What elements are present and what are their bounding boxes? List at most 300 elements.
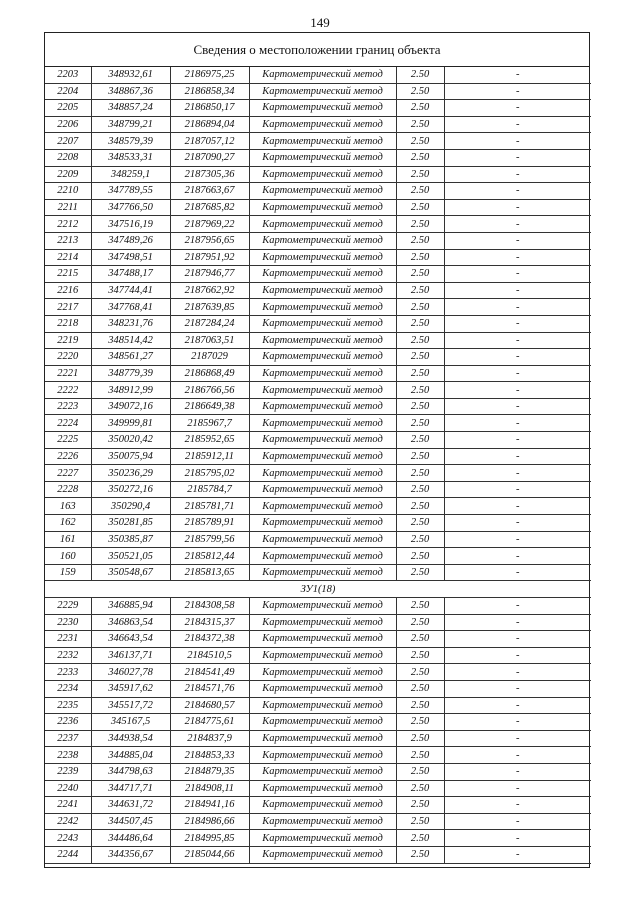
cell-point-number: 2239 (45, 763, 91, 780)
table-row (45, 680, 591, 697)
cell-point-number: 2238 (45, 747, 91, 764)
cell-accuracy: 2.50 (396, 67, 444, 83)
cell-description: - (444, 116, 591, 133)
cell-accuracy: 2.50 (396, 216, 444, 233)
document-frame (44, 32, 590, 868)
cell-description: - (444, 67, 591, 83)
cell-coord-x: 344507,45 (91, 813, 170, 830)
table-row (45, 166, 591, 183)
cell-description: - (444, 846, 591, 863)
cell-point-number: 2208 (45, 149, 91, 166)
cell-coord-y: 2184775,61 (170, 714, 249, 731)
cell-method: Картометрический метод (249, 531, 396, 548)
cell-method: Картометрический метод (249, 747, 396, 764)
cell-method: Картометрический метод (249, 133, 396, 150)
cell-method: Картометрический метод (249, 614, 396, 631)
cell-accuracy: 2.50 (396, 365, 444, 382)
cell-description: - (444, 183, 591, 200)
cell-method: Картометрический метод (249, 432, 396, 449)
cell-method: Картометрический метод (249, 763, 396, 780)
cell-point-number: 2243 (45, 830, 91, 847)
cell-method: Картометрический метод (249, 282, 396, 299)
cell-accuracy: 2.50 (396, 382, 444, 399)
cell-coord-x: 350020,42 (91, 432, 170, 449)
table-row (45, 714, 591, 731)
cell-coord-y: 2184372,38 (170, 631, 249, 648)
cell-coord-x: 348514,42 (91, 332, 170, 349)
cell-accuracy: 2.50 (396, 415, 444, 432)
cell-accuracy: 2.50 (396, 763, 444, 780)
cell-point-number: 2213 (45, 232, 91, 249)
cell-description: - (444, 548, 591, 565)
cell-point-number: 162 (45, 515, 91, 532)
cell-coord-y: 2184541,49 (170, 664, 249, 681)
cell-accuracy: 2.50 (396, 813, 444, 830)
cell-point-number: 2210 (45, 183, 91, 200)
cell-coord-x: 345917,62 (91, 680, 170, 697)
cell-coord-y: 2184995,85 (170, 830, 249, 847)
cell-point-number: 2226 (45, 448, 91, 465)
cell-method: Картометрический метод (249, 481, 396, 498)
cell-coord-y: 2184837,9 (170, 730, 249, 747)
cell-coord-y: 2187090,27 (170, 149, 249, 166)
cell-description: - (444, 382, 591, 399)
cell-description: - (444, 647, 591, 664)
cell-method: Картометрический метод (249, 382, 396, 399)
cell-method: Картометрический метод (249, 730, 396, 747)
table-row (45, 232, 591, 249)
cell-description: - (444, 166, 591, 183)
cell-description: - (444, 315, 591, 332)
cell-coord-y: 2184308,58 (170, 598, 249, 615)
cell-method: Картометрический метод (249, 299, 396, 316)
table-row (45, 747, 591, 764)
cell-accuracy: 2.50 (396, 830, 444, 847)
cell-method: Картометрический метод (249, 498, 396, 515)
cell-accuracy: 2.50 (396, 83, 444, 100)
table-row (45, 763, 591, 780)
cell-coord-y: 2184510,5 (170, 647, 249, 664)
table-row (45, 315, 591, 332)
cell-coord-y: 2184315,37 (170, 614, 249, 631)
cell-accuracy: 2.50 (396, 714, 444, 731)
table-row (45, 349, 591, 366)
table-row (45, 100, 591, 117)
cell-point-number: 163 (45, 498, 91, 515)
cell-coord-y: 2185781,71 (170, 498, 249, 515)
cell-accuracy: 2.50 (396, 747, 444, 764)
table-row (45, 183, 591, 200)
cell-description: - (444, 531, 591, 548)
cell-coord-y: 2186975,25 (170, 67, 249, 83)
cell-method: Картометрический метод (249, 697, 396, 714)
table-row (45, 598, 591, 615)
cell-description: - (444, 614, 591, 631)
cell-point-number: 2232 (45, 647, 91, 664)
table-row (45, 697, 591, 714)
table-row (45, 398, 591, 415)
cell-coord-x: 350385,87 (91, 531, 170, 548)
table-title: Сведения о местоположении границ объекта (45, 33, 589, 67)
cell-coord-x: 346027,78 (91, 664, 170, 681)
cell-accuracy: 2.50 (396, 481, 444, 498)
cell-accuracy: 2.50 (396, 531, 444, 548)
table-row (45, 448, 591, 465)
cell-description: - (444, 697, 591, 714)
cell-point-number: 159 (45, 564, 91, 581)
cell-coord-x: 350075,94 (91, 448, 170, 465)
cell-accuracy: 2.50 (396, 465, 444, 482)
cell-point-number: 2209 (45, 166, 91, 183)
cell-coord-y: 2186894,04 (170, 116, 249, 133)
cell-point-number: 2220 (45, 349, 91, 366)
cell-coord-x: 347789,55 (91, 183, 170, 200)
cell-method: Картометрический метод (249, 116, 396, 133)
cell-method: Картометрический метод (249, 398, 396, 415)
cell-coord-y: 2187063,51 (170, 332, 249, 349)
cell-point-number: 2203 (45, 67, 91, 83)
cell-description: - (444, 448, 591, 465)
cell-description: - (444, 813, 591, 830)
cell-coord-x: 344486,64 (91, 830, 170, 847)
cell-description: - (444, 249, 591, 266)
page-number: 149 (310, 15, 330, 30)
cell-point-number: 2217 (45, 299, 91, 316)
cell-accuracy: 2.50 (396, 780, 444, 797)
cell-point-number: 2214 (45, 249, 91, 266)
cell-point-number: 2205 (45, 100, 91, 117)
cell-coord-y: 2184879,35 (170, 763, 249, 780)
cell-method: Картометрический метод (249, 680, 396, 697)
table-row (45, 481, 591, 498)
cell-method: Картометрический метод (249, 631, 396, 648)
cell-point-number: 2242 (45, 813, 91, 830)
cell-coord-y: 2184853,33 (170, 747, 249, 764)
section-row (45, 581, 591, 598)
cell-description: - (444, 763, 591, 780)
cell-accuracy: 2.50 (396, 133, 444, 150)
boundary-coordinates-table (45, 67, 591, 864)
cell-method: Картометрический метод (249, 415, 396, 432)
cell-method: Картометрический метод (249, 216, 396, 233)
cell-coord-x: 346137,71 (91, 647, 170, 664)
cell-method: Картометрический метод (249, 232, 396, 249)
table-row (45, 515, 591, 532)
table-row (45, 498, 591, 515)
cell-point-number: 2244 (45, 846, 91, 863)
cell-method: Картометрический метод (249, 714, 396, 731)
cell-coord-y: 2187946,77 (170, 266, 249, 283)
cell-accuracy: 2.50 (396, 647, 444, 664)
table-row (45, 465, 591, 482)
table-row (45, 365, 591, 382)
cell-coord-x: 348231,76 (91, 315, 170, 332)
cell-method: Картометрический метод (249, 448, 396, 465)
cell-coord-y: 2185795,02 (170, 465, 249, 482)
cell-coord-y: 2187685,82 (170, 199, 249, 216)
cell-method: Картометрический метод (249, 797, 396, 814)
cell-description: - (444, 266, 591, 283)
cell-coord-x: 348579,39 (91, 133, 170, 150)
cell-point-number: 2215 (45, 266, 91, 283)
table-row (45, 631, 591, 648)
cell-description: - (444, 680, 591, 697)
cell-point-number: 2231 (45, 631, 91, 648)
cell-coord-x: 350236,29 (91, 465, 170, 482)
cell-coord-x: 346863,54 (91, 614, 170, 631)
table-row (45, 116, 591, 133)
cell-description: - (444, 199, 591, 216)
cell-method: Картометрический метод (249, 266, 396, 283)
cell-point-number: 2222 (45, 382, 91, 399)
cell-coord-x: 344885,04 (91, 747, 170, 764)
cell-coord-x: 349999,81 (91, 415, 170, 432)
cell-accuracy: 2.50 (396, 515, 444, 532)
cell-description: - (444, 282, 591, 299)
cell-coord-x: 348932,61 (91, 67, 170, 83)
table-row (45, 830, 591, 847)
cell-description: - (444, 216, 591, 233)
cell-coord-x: 348799,21 (91, 116, 170, 133)
cell-point-number: 2234 (45, 680, 91, 697)
cell-point-number: 2240 (45, 780, 91, 797)
cell-description: - (444, 780, 591, 797)
table-row (45, 797, 591, 814)
cell-accuracy: 2.50 (396, 116, 444, 133)
cell-coord-y: 2184680,57 (170, 697, 249, 714)
table-row (45, 415, 591, 432)
cell-accuracy: 2.50 (396, 432, 444, 449)
cell-coord-x: 345167,5 (91, 714, 170, 731)
table-row (45, 647, 591, 664)
cell-accuracy: 2.50 (396, 282, 444, 299)
cell-coord-y: 2186649,38 (170, 398, 249, 415)
cell-coord-y: 2185789,91 (170, 515, 249, 532)
cell-accuracy: 2.50 (396, 846, 444, 863)
cell-description: - (444, 100, 591, 117)
cell-point-number: 2227 (45, 465, 91, 482)
cell-coord-y: 2186766,56 (170, 382, 249, 399)
cell-method: Картометрический метод (249, 67, 396, 83)
cell-coord-y: 2185952,65 (170, 432, 249, 449)
table-row (45, 432, 591, 449)
cell-method: Картометрический метод (249, 830, 396, 847)
cell-description: - (444, 432, 591, 449)
cell-description: - (444, 797, 591, 814)
cell-description: - (444, 598, 591, 615)
table-row (45, 282, 591, 299)
cell-point-number: 2229 (45, 598, 91, 615)
table-row (45, 780, 591, 797)
cell-description: - (444, 730, 591, 747)
cell-method: Картометрический метод (249, 515, 396, 532)
cell-accuracy: 2.50 (396, 249, 444, 266)
cell-coord-y: 2187956,65 (170, 232, 249, 249)
table-row (45, 564, 591, 581)
cell-point-number: 2216 (45, 282, 91, 299)
cell-method: Картометрический метод (249, 100, 396, 117)
cell-method: Картометрический метод (249, 647, 396, 664)
table-row (45, 614, 591, 631)
cell-coord-y: 2185912,11 (170, 448, 249, 465)
cell-accuracy: 2.50 (396, 797, 444, 814)
cell-point-number: 2228 (45, 481, 91, 498)
cell-method: Картометрический метод (249, 846, 396, 863)
cell-description: - (444, 133, 591, 150)
cell-coord-y: 2187951,92 (170, 249, 249, 266)
cell-point-number: 2218 (45, 315, 91, 332)
table-row (45, 83, 591, 100)
cell-coord-y: 2184571,76 (170, 680, 249, 697)
cell-method: Картометрический метод (249, 598, 396, 615)
cell-accuracy: 2.50 (396, 664, 444, 681)
cell-coord-y: 2187663,67 (170, 183, 249, 200)
cell-method: Картометрический метод (249, 332, 396, 349)
table-row (45, 664, 591, 681)
cell-description: - (444, 498, 591, 515)
section-label: ЗУ1(18) (45, 581, 591, 598)
cell-coord-x: 347498,51 (91, 249, 170, 266)
cell-accuracy: 2.50 (396, 315, 444, 332)
cell-accuracy: 2.50 (396, 598, 444, 615)
table-row (45, 332, 591, 349)
cell-coord-y: 2184986,66 (170, 813, 249, 830)
table-row (45, 299, 591, 316)
cell-point-number: 2241 (45, 797, 91, 814)
cell-accuracy: 2.50 (396, 266, 444, 283)
cell-description: - (444, 299, 591, 316)
table-row (45, 266, 591, 283)
cell-point-number: 2233 (45, 664, 91, 681)
cell-accuracy: 2.50 (396, 166, 444, 183)
cell-point-number: 2204 (45, 83, 91, 100)
cell-description: - (444, 747, 591, 764)
cell-coord-y: 2187057,12 (170, 133, 249, 150)
table-row (45, 730, 591, 747)
cell-accuracy: 2.50 (396, 730, 444, 747)
cell-coord-x: 350521,05 (91, 548, 170, 565)
cell-description: - (444, 83, 591, 100)
cell-method: Картометрический метод (249, 315, 396, 332)
cell-accuracy: 2.50 (396, 680, 444, 697)
cell-description: - (444, 332, 591, 349)
cell-coord-x: 348533,31 (91, 149, 170, 166)
cell-accuracy: 2.50 (396, 614, 444, 631)
cell-accuracy: 2.50 (396, 498, 444, 515)
cell-description: - (444, 664, 591, 681)
cell-coord-y: 2185812,44 (170, 548, 249, 565)
cell-coord-x: 347768,41 (91, 299, 170, 316)
cell-description: - (444, 465, 591, 482)
cell-method: Картометрический метод (249, 166, 396, 183)
cell-coord-y: 2185967,7 (170, 415, 249, 432)
cell-accuracy: 2.50 (396, 299, 444, 316)
cell-point-number: 2207 (45, 133, 91, 150)
cell-accuracy: 2.50 (396, 548, 444, 565)
cell-point-number: 2219 (45, 332, 91, 349)
cell-description: - (444, 481, 591, 498)
cell-method: Картометрический метод (249, 183, 396, 200)
cell-coord-y: 2184908,11 (170, 780, 249, 797)
table-row (45, 548, 591, 565)
cell-coord-x: 344356,67 (91, 846, 170, 863)
cell-accuracy: 2.50 (396, 199, 444, 216)
cell-method: Картометрический метод (249, 465, 396, 482)
cell-method: Картометрический метод (249, 249, 396, 266)
cell-method: Картометрический метод (249, 564, 396, 581)
cell-coord-y: 2186858,34 (170, 83, 249, 100)
cell-coord-y: 2187639,85 (170, 299, 249, 316)
cell-description: - (444, 564, 591, 581)
cell-accuracy: 2.50 (396, 697, 444, 714)
cell-coord-x: 346885,94 (91, 598, 170, 615)
cell-point-number: 2237 (45, 730, 91, 747)
table-row (45, 199, 591, 216)
cell-coord-y: 2187284,24 (170, 315, 249, 332)
cell-coord-x: 344717,71 (91, 780, 170, 797)
cell-coord-x: 345517,72 (91, 697, 170, 714)
cell-coord-x: 344631,72 (91, 797, 170, 814)
cell-method: Картометрический метод (249, 813, 396, 830)
cell-description: - (444, 631, 591, 648)
cell-description: - (444, 232, 591, 249)
cell-point-number: 2223 (45, 398, 91, 415)
cell-accuracy: 2.50 (396, 349, 444, 366)
cell-coord-x: 348259,1 (91, 166, 170, 183)
cell-coord-y: 2187662,92 (170, 282, 249, 299)
cell-point-number: 2211 (45, 199, 91, 216)
cell-coord-x: 347488,17 (91, 266, 170, 283)
table-row (45, 531, 591, 548)
cell-coord-x: 348857,24 (91, 100, 170, 117)
cell-point-number: 2225 (45, 432, 91, 449)
cell-coord-x: 348867,36 (91, 83, 170, 100)
cell-point-number: 2236 (45, 714, 91, 731)
cell-coord-x: 347766,50 (91, 199, 170, 216)
cell-method: Картометрический метод (249, 548, 396, 565)
cell-coord-y: 2187029 (170, 349, 249, 366)
cell-method: Картометрический метод (249, 780, 396, 797)
cell-point-number: 160 (45, 548, 91, 565)
cell-coord-x: 348912,99 (91, 382, 170, 399)
cell-coord-x: 350290,4 (91, 498, 170, 515)
cell-accuracy: 2.50 (396, 183, 444, 200)
cell-coord-x: 350548,67 (91, 564, 170, 581)
cell-coord-x: 347516,19 (91, 216, 170, 233)
cell-description: - (444, 415, 591, 432)
cell-point-number: 2206 (45, 116, 91, 133)
cell-description: - (444, 365, 591, 382)
cell-coord-x: 346643,54 (91, 631, 170, 648)
cell-accuracy: 2.50 (396, 448, 444, 465)
cell-method: Картометрический метод (249, 199, 396, 216)
cell-accuracy: 2.50 (396, 332, 444, 349)
cell-method: Картометрический метод (249, 664, 396, 681)
table-row (45, 249, 591, 266)
cell-coord-y: 2186850,17 (170, 100, 249, 117)
cell-coord-y: 2187969,22 (170, 216, 249, 233)
cell-method: Картометрический метод (249, 365, 396, 382)
cell-coord-y: 2186868,49 (170, 365, 249, 382)
cell-coord-x: 350281,85 (91, 515, 170, 532)
cell-coord-x: 347489,26 (91, 232, 170, 249)
cell-coord-x: 348561,27 (91, 349, 170, 366)
table-row (45, 813, 591, 830)
cell-description: - (444, 714, 591, 731)
cell-coord-x: 348779,39 (91, 365, 170, 382)
cell-point-number: 2224 (45, 415, 91, 432)
table-row (45, 67, 591, 83)
